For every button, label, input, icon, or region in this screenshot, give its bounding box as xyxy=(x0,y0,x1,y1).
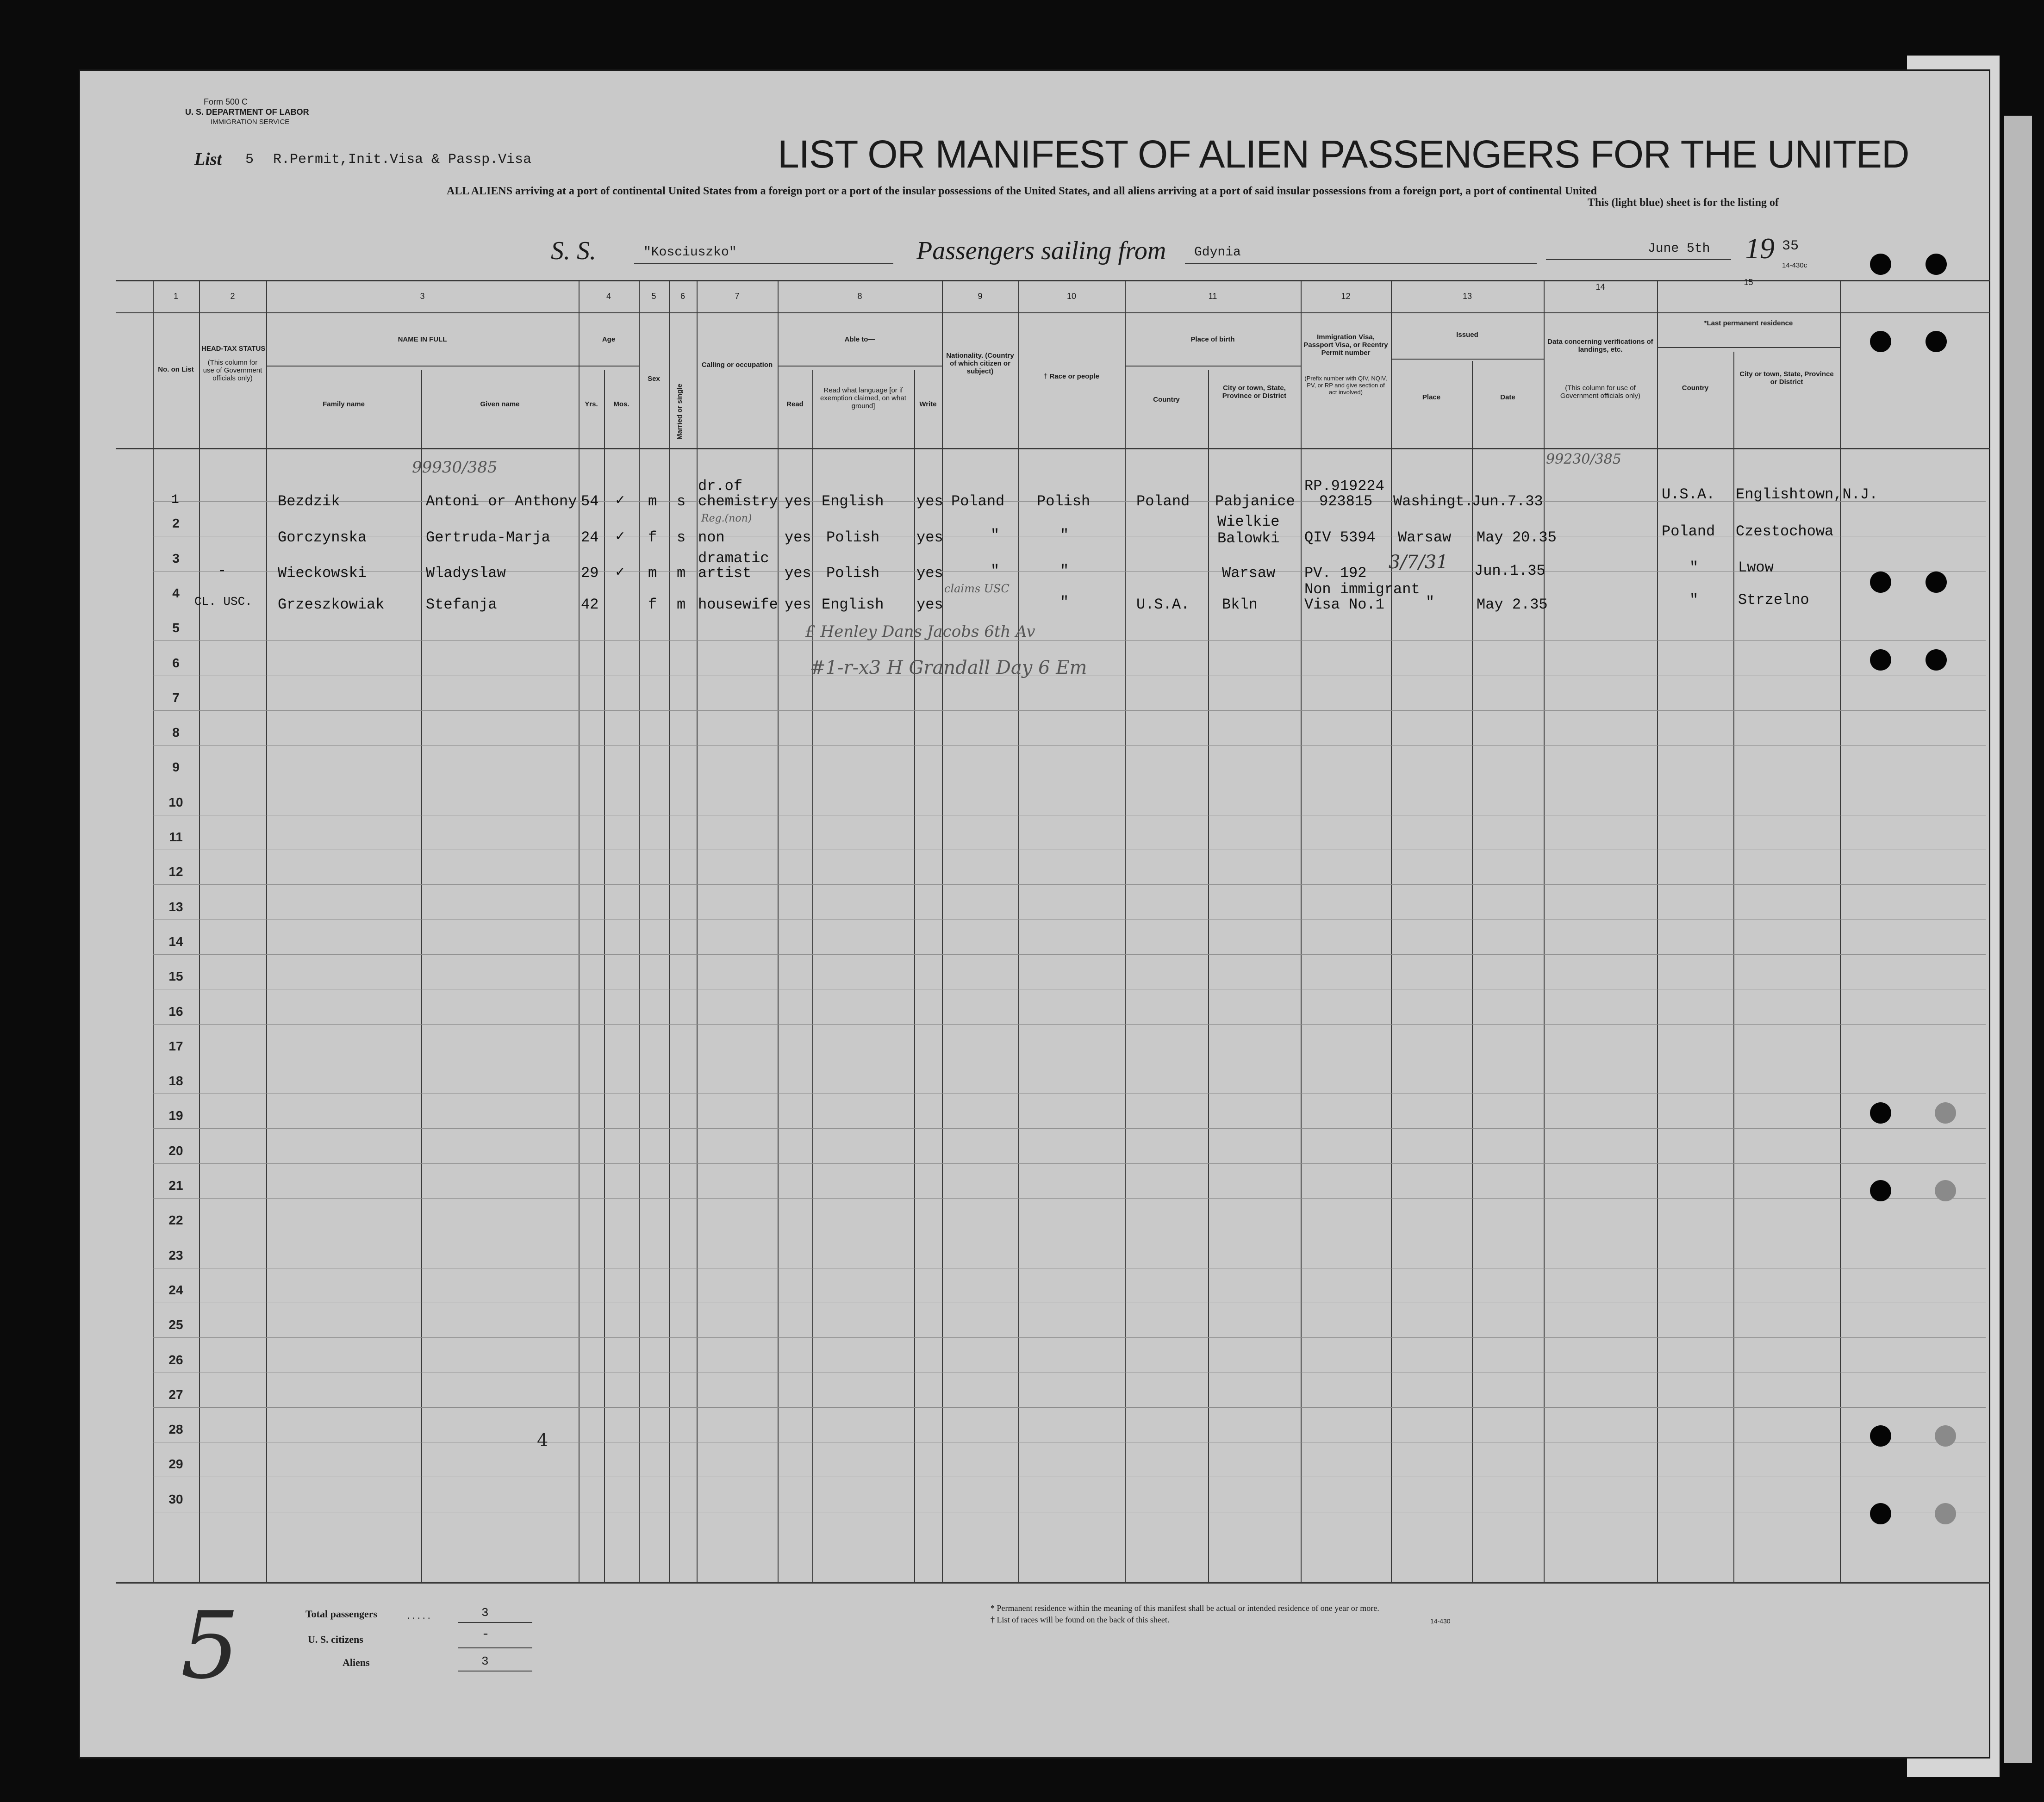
row-number: 29 xyxy=(168,1457,183,1471)
row-3-given: Wladyslaw xyxy=(426,565,506,582)
hdr-given-name: Given name xyxy=(480,400,520,408)
year-suffix: 35 xyxy=(1782,238,1799,254)
handwritten-note-8: £ Henley Dans Jacobs 6th Av xyxy=(805,622,1035,641)
handwritten-note-4: 3/7/31 xyxy=(1389,552,1448,573)
row-2-mos: ✓ xyxy=(616,528,625,545)
col-num-3: 3 xyxy=(420,292,425,301)
list-label: List xyxy=(194,149,222,169)
row-1-no: 1 xyxy=(171,493,179,507)
row-3-res-city: Lwow xyxy=(1738,559,1774,576)
row-2-family: Gorczynska xyxy=(278,529,367,546)
row-3-sex: m xyxy=(648,565,657,582)
row-number: 7 xyxy=(172,690,180,705)
ship-name: "Kosciuszko" xyxy=(643,245,737,260)
hdr-place-of-birth: Place of birth xyxy=(1190,336,1235,343)
row-1-occ1: dr.of xyxy=(698,478,743,495)
hdr-issued: Issued xyxy=(1456,331,1478,339)
row-2-write: yes xyxy=(916,529,943,546)
row-4-visa1: Non immigrant xyxy=(1304,581,1420,598)
row-2-given: Gertruda-Marja xyxy=(426,529,550,546)
row-4-res-country: " xyxy=(1689,591,1699,609)
col-num-7: 7 xyxy=(735,292,740,301)
row-3-res-country: " xyxy=(1689,559,1699,576)
col-num-4: 4 xyxy=(606,292,611,301)
hdr-head-tax-note: (This column for use of Government officials only) xyxy=(203,359,262,382)
row-1-race: Polish xyxy=(1037,493,1091,510)
row-rule xyxy=(153,1198,1986,1199)
binder-hole xyxy=(1935,1180,1956,1201)
hdr-married: Married or single xyxy=(676,384,684,440)
page-title: LIST OR MANIFEST OF ALIEN PASSENGERS FOR THE UNITED xyxy=(778,132,1909,176)
hdr-issued-place: Place xyxy=(1422,393,1441,401)
row-number: 13 xyxy=(168,900,183,914)
intro-line-2: This (light blue) sheet is for the listing of xyxy=(1588,197,1779,209)
row-3-lang: Polish xyxy=(826,565,880,582)
col-num-2: 2 xyxy=(230,292,235,301)
binder-hole xyxy=(1935,1102,1956,1124)
row-number: 21 xyxy=(168,1178,183,1193)
row-rule xyxy=(153,1407,1986,1408)
ss-label: S. S. xyxy=(551,236,596,265)
col-num-9: 9 xyxy=(978,292,983,301)
row-rule xyxy=(153,1024,1986,1025)
binder-hole xyxy=(1870,572,1891,593)
hdr-last-residence: *Last permanent residence xyxy=(1704,319,1793,327)
row-2-res-city: Czestochowa xyxy=(1736,523,1834,540)
row-1-write: yes xyxy=(916,493,943,510)
row-1-issued-date: Jun.7.33 xyxy=(1472,493,1543,510)
row-rule xyxy=(153,1128,1986,1129)
row-2-race: " xyxy=(1060,527,1069,544)
row-1-issued-place: Washingt. xyxy=(1393,493,1473,510)
row-4-lang: English xyxy=(822,596,884,613)
hdr-data-verif: Data concerning verifications of landings, etc. xyxy=(1547,338,1653,354)
row-4-read: yes xyxy=(785,596,811,613)
footer-total-label: Total passengers xyxy=(305,1608,378,1620)
adjacent-page-edge-2 xyxy=(2004,116,2032,1763)
handwritten-note-9: #1-r-x3 H Grandall Day 6 Em xyxy=(810,657,1087,678)
hdr-mos: Mos. xyxy=(613,400,629,408)
col-num-10: 10 xyxy=(1066,292,1077,301)
sailing-date: June 5th xyxy=(1648,242,1710,256)
hdr-calling: Calling or occupation xyxy=(701,361,773,369)
row-1-birth-country: Poland xyxy=(1136,493,1190,510)
row-4-birth-city: Bkln xyxy=(1222,596,1258,613)
row-number: 26 xyxy=(168,1353,183,1367)
row-number: 18 xyxy=(168,1074,183,1088)
col-num-12: 12 xyxy=(1341,292,1351,301)
row-rule xyxy=(153,710,1986,711)
row-2-visa1: QIV 5394 xyxy=(1304,529,1376,546)
row-3-occ1: dramatic xyxy=(698,550,769,567)
hdr-race: † Race or people xyxy=(1043,373,1100,380)
binder-hole xyxy=(1935,1425,1956,1447)
hdr-read: Read xyxy=(786,400,804,408)
footer-aliens-label: Aliens xyxy=(343,1657,370,1668)
row-number: 10 xyxy=(168,795,183,809)
row-3-occ2: artist xyxy=(698,565,752,582)
row-rule xyxy=(153,884,1986,885)
hdr-read-lang: Read what language [or if exemption claimed, on what ground] xyxy=(820,386,906,410)
service: IMMIGRATION SERVICE xyxy=(211,118,290,126)
footer-note-2: † List of races will be found on the back of this sheet. xyxy=(991,1615,1170,1624)
row-2-marital: s xyxy=(677,529,686,546)
binder-hole xyxy=(1870,1180,1891,1201)
hdr-sex: Sex xyxy=(648,375,660,383)
hdr-family-name: Family name xyxy=(323,400,365,408)
department: U. S. DEPARTMENT OF LABOR xyxy=(185,107,309,117)
row-3-read: yes xyxy=(785,565,811,582)
row-number: 17 xyxy=(168,1039,183,1053)
row-4-head-tax: CL. USC. xyxy=(194,595,252,609)
row-number: 25 xyxy=(168,1317,183,1332)
binder-hole xyxy=(1926,254,1947,275)
row-rule xyxy=(153,745,1986,746)
col-num-1: 1 xyxy=(173,292,178,301)
binder-hole xyxy=(1926,572,1947,593)
row-3-mos: ✓ xyxy=(616,564,625,581)
intro-line-1: ALL ALIENS arriving at a port of continental United States from a foreign port or a port of the insular possessions of the United States, and all aliens arriving at a port of said insular possessions from a foreign port, a port of continental United xyxy=(447,185,1597,197)
row-2-yrs: 24 xyxy=(581,529,599,546)
list-type: R.Permit,Init.Visa & Passp.Visa xyxy=(273,152,532,168)
row-number: 14 xyxy=(168,934,183,949)
footer-aliens-value: 3 xyxy=(481,1654,489,1668)
row-number: 11 xyxy=(169,830,183,844)
row-3-race: " xyxy=(1060,562,1069,579)
row-2-lang: Polish xyxy=(826,529,880,546)
handwritten-note-3: Reg.(non) xyxy=(701,513,752,524)
row-2-issued-place: Warsaw xyxy=(1398,529,1452,546)
footer-code: 14-430 xyxy=(1430,1617,1451,1625)
row-1-family: Bezdzik xyxy=(278,493,340,510)
handwritten-note-2: 99230/385 xyxy=(1546,451,1621,467)
binder-hole xyxy=(1870,1102,1891,1124)
row-number: 5 xyxy=(172,621,180,635)
row-2-res-country: Poland xyxy=(1662,523,1715,540)
footer-usc-value: - xyxy=(481,1627,490,1642)
row-3-issued-date: Jun.1.35 xyxy=(1474,562,1545,579)
hdr-data-verif-note: (This column for use of Government officials only) xyxy=(1560,384,1641,400)
row-number: 8 xyxy=(172,725,180,739)
sheet-code: 14-430c xyxy=(1782,261,1807,269)
row-3-nationality: " xyxy=(991,562,1000,579)
row-4-res-city: Strzelno xyxy=(1738,591,1809,609)
row-1-mos: ✓ xyxy=(616,492,625,509)
port-name: Gdynia xyxy=(1194,245,1241,260)
hdr-issued-date: Date xyxy=(1500,393,1515,401)
binder-hole xyxy=(1935,1503,1956,1524)
handwritten-note-1: 99930/385 xyxy=(412,458,498,477)
row-1-res-country: U.S.A. xyxy=(1662,486,1715,503)
row-4-visa2: Visa No.1 xyxy=(1304,596,1384,613)
row-number: 30 xyxy=(168,1492,183,1506)
row-rule xyxy=(153,954,1986,955)
hdr-immigration-visa-note: (Prefix number with QIV, NQIV, PV, or RP and give section of act involved) xyxy=(1304,375,1387,396)
list-number: 5 xyxy=(245,152,254,168)
row-rule xyxy=(153,640,1986,641)
footer-usc-label: U. S. citizens xyxy=(308,1634,363,1645)
year-prefix: 19 xyxy=(1745,232,1775,265)
row-1-yrs: 54 xyxy=(581,493,599,510)
row-number: 19 xyxy=(168,1108,183,1123)
row-1-given: Antoni or Anthony xyxy=(426,493,577,510)
row-number: 12 xyxy=(168,864,183,879)
binder-hole xyxy=(1870,1503,1891,1524)
row-4-issued-date: May 2.35 xyxy=(1477,596,1548,613)
row-number: 6 xyxy=(172,656,180,670)
binder-hole xyxy=(1926,331,1947,352)
row-4-sex: f xyxy=(648,596,657,613)
row-2-nationality: " xyxy=(991,527,1000,544)
row-1-lang: English xyxy=(822,493,884,510)
hdr-yrs: Yrs. xyxy=(585,400,598,408)
row-1-nationality: Poland xyxy=(951,493,1005,510)
row-1-read: yes xyxy=(785,493,811,510)
col-num-5: 5 xyxy=(651,292,656,301)
row-3-birth-city: Warsaw xyxy=(1222,565,1276,582)
binder-hole xyxy=(1870,1425,1891,1447)
row-1-visa1: RP.919224 xyxy=(1304,478,1384,495)
row-4-family: Grzeszkowiak xyxy=(278,596,385,613)
hdr-name-in-full: NAME IN FULL xyxy=(398,336,447,343)
hdr-age: Age xyxy=(602,336,616,343)
row-rule xyxy=(153,1163,1986,1164)
footer-note-1: * Permanent residence within the meaning of this manifest shall be actual or intended residence of one year or more. xyxy=(991,1603,1379,1613)
binder-hole xyxy=(1870,649,1891,671)
hdr-nationality: Nationality. (Country of which citizen or subject) xyxy=(946,352,1014,375)
handwritten-note-6: 4 xyxy=(537,1430,548,1450)
row-2-sex: f xyxy=(648,529,657,546)
col-num-15: 15 xyxy=(1744,278,1753,287)
row-rule xyxy=(153,1337,1986,1338)
col-num-8: 8 xyxy=(857,292,862,301)
hdr-immigration-visa: Immigration Visa, Passport Visa, or Reentry Permit number xyxy=(1303,333,1388,357)
row-2-birth-city: Wielkie Balowki xyxy=(1217,513,1280,547)
row-number: 9 xyxy=(172,760,180,774)
handwritten-note-7: 5 xyxy=(181,1592,240,1700)
row-number: 15 xyxy=(168,969,183,983)
row-4-race: " xyxy=(1060,594,1069,611)
col-num-14: 14 xyxy=(1595,282,1605,292)
footer-total-dots: . . . . . xyxy=(407,1609,430,1621)
row-1-sex: m xyxy=(648,493,657,510)
hdr-head-tax: HEAD-TAX STATUS xyxy=(201,345,266,353)
row-1-res-city: Englishtown,N.J. xyxy=(1736,486,1878,503)
row-number: 20 xyxy=(168,1143,183,1158)
row-4-marital: m xyxy=(677,596,686,613)
row-2-occ2: non xyxy=(698,529,725,546)
row-1-visa2: 923815 xyxy=(1319,493,1373,510)
row-4-birth-country: U.S.A. xyxy=(1136,596,1190,613)
row-4-write: yes xyxy=(916,596,943,613)
sailing-label: Passengers sailing from xyxy=(916,236,1166,265)
col-num-13: 13 xyxy=(1462,292,1472,301)
row-number: 4 xyxy=(172,586,180,600)
col-num-6: 6 xyxy=(680,292,685,301)
form-number: Form 500 C xyxy=(204,97,248,106)
row-1-occ2: chemistry xyxy=(698,493,778,510)
row-1-marital: s xyxy=(677,493,686,510)
row-4-given: Stefanja xyxy=(426,596,497,613)
row-number: 22 xyxy=(168,1213,183,1227)
hdr-birth-city: City or town, State, Province or District xyxy=(1222,384,1287,400)
binder-hole xyxy=(1870,254,1891,275)
binder-hole xyxy=(1870,331,1891,352)
handwritten-note-5: claims USC xyxy=(944,582,1010,595)
hdr-res-country: Country xyxy=(1682,384,1709,392)
row-number: 2 xyxy=(172,516,180,530)
row-2-read: yes xyxy=(785,529,811,546)
hdr-write: Write xyxy=(919,400,937,408)
row-number: 24 xyxy=(168,1283,183,1297)
col-num-11: 11 xyxy=(1208,292,1217,301)
row-3-family: Wieckowski xyxy=(278,565,367,582)
hdr-able-to: Able to— xyxy=(844,336,875,343)
row-number: 3 xyxy=(172,551,180,565)
row-4-occ2: housewife xyxy=(698,596,778,613)
row-3-yrs: 29 xyxy=(581,565,599,582)
row-2-issued-date: May 20.35 xyxy=(1477,529,1557,546)
row-4-issued-place: " xyxy=(1426,594,1435,611)
footer-total-value: 3 xyxy=(481,1606,489,1620)
hdr-res-city: City or town, State, Province or District xyxy=(1739,370,1834,386)
row-3-marital: m xyxy=(677,565,686,582)
row-3-visa1: PV. 192 xyxy=(1304,565,1367,582)
row-3-write: yes xyxy=(916,565,943,582)
row-3-head-tax: - xyxy=(218,562,227,579)
hdr-no-on-list: No. on List xyxy=(158,366,194,373)
row-number: 27 xyxy=(168,1387,183,1402)
row-number: 23 xyxy=(168,1248,183,1262)
row-number: 16 xyxy=(168,1004,183,1019)
row-4-yrs: 42 xyxy=(581,596,599,613)
hdr-birth-country: Country xyxy=(1153,396,1180,404)
row-1-birth-city: Pabjanice xyxy=(1215,493,1295,510)
binder-hole xyxy=(1926,649,1947,671)
row-number: 28 xyxy=(168,1422,183,1436)
